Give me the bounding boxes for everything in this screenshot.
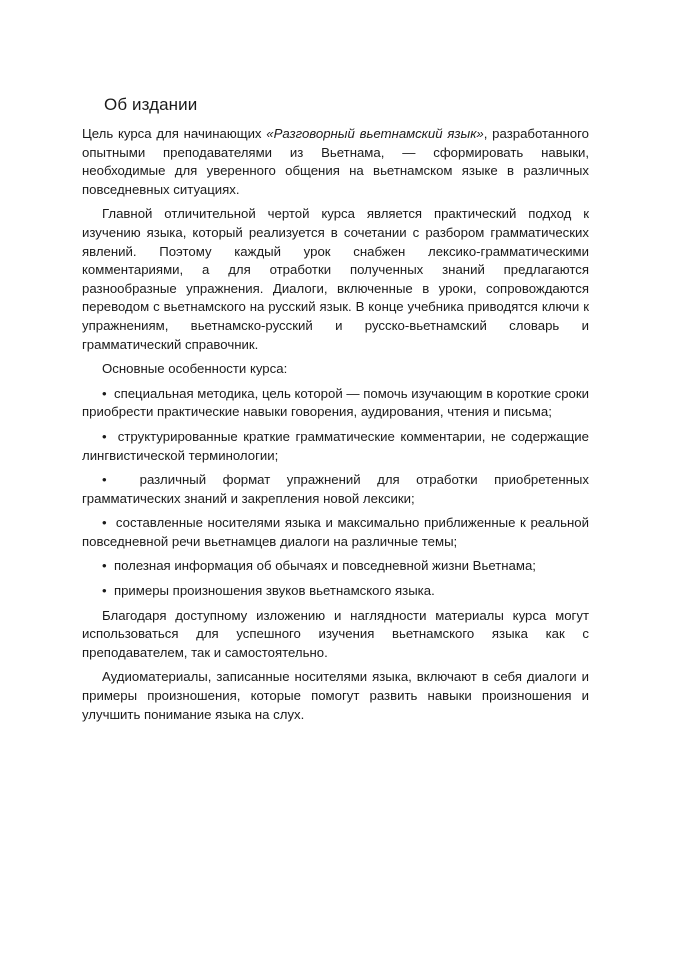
intro-text-end: , разработанного опытными преподавателями из Вьетнама, — сформировать навыки, необходимые для уверенного общения на вьетнамском языке в различных повседневных ситуациях. <box>82 126 589 197</box>
page-content <box>82 95 589 730</box>
bullet-icon: • <box>102 558 107 574</box>
bullet-icon: • <box>102 515 107 531</box>
feature-text: структурированные краткие грамматические комментарии, не содержащие лингвистической терминологии; <box>82 428 589 463</box>
bullet-icon: • <box>102 583 107 599</box>
paragraph-audio: Аудиоматериалы, записанные носителями языка, включают в себя диалоги и примеры произношения, которые помогут развить навыки произношения и улучшить понимание языка на слух. <box>82 669 589 722</box>
paragraph-accessibility: Благодаря доступному изложению и наглядности материалы курса могут использоваться для успешного изучения вьетнамского языка как с преподавателем, так и самостоятельно. <box>82 607 589 660</box>
features-intro: Основные особенности курса: <box>102 361 288 377</box>
list-item <box>82 514 589 551</box>
course-title: «Разговорный вьетнамский язык» <box>266 126 484 141</box>
list-item <box>82 471 589 508</box>
bullet-icon: • <box>102 472 107 488</box>
feature-text: составленные носителями языка и максимально приближенные к реальной повседневной речи вьетнамцев диалоги на различные темы; <box>82 515 590 549</box>
feature-text: различный формат упражнений для отработки приобретенных грамматических знаний и закрепления новой лексики; <box>82 472 589 506</box>
list-item <box>82 582 589 601</box>
feature-text: примеры произношения звуков вьетнамского языка. <box>113 583 435 599</box>
paragraph-approach: Главной отличительной чертой курса является практический подход к изучению языка, который реализуется в сочетании с разбором грамматических явлений. Поэтому каждый урок снабжен лексико-грамматическими комментариями, а для отработки полученных знаний предлагаются разнообразные упражнения. Диалоги, включенные в уроки, сопровождаются переводом с вьетнамского на русский язык. В конце учебника приводятся ключи к упражнениям, вьетнамско-русский и русско-вьетнамский словарь и грамматический справочник. <box>82 206 589 352</box>
intro-text-start: Цель курса для начинающих <box>82 126 267 141</box>
list-item <box>82 385 589 422</box>
list-item <box>82 428 589 465</box>
intro-paragraph <box>82 125 589 199</box>
feature-text: полезная информация об обычаях и повседневной жизни Вьетнама; <box>113 558 536 574</box>
feature-text: специальная методика, цель которой — помочь изучающим в короткие сроки приобрести практические навыки говорения, аудирования, чтения и письма; <box>82 385 590 420</box>
list-item <box>82 557 589 576</box>
page-title: Об издании <box>104 95 198 114</box>
bullet-icon: • <box>102 428 107 444</box>
bullet-icon: • <box>102 385 107 401</box>
features-list <box>82 385 589 601</box>
